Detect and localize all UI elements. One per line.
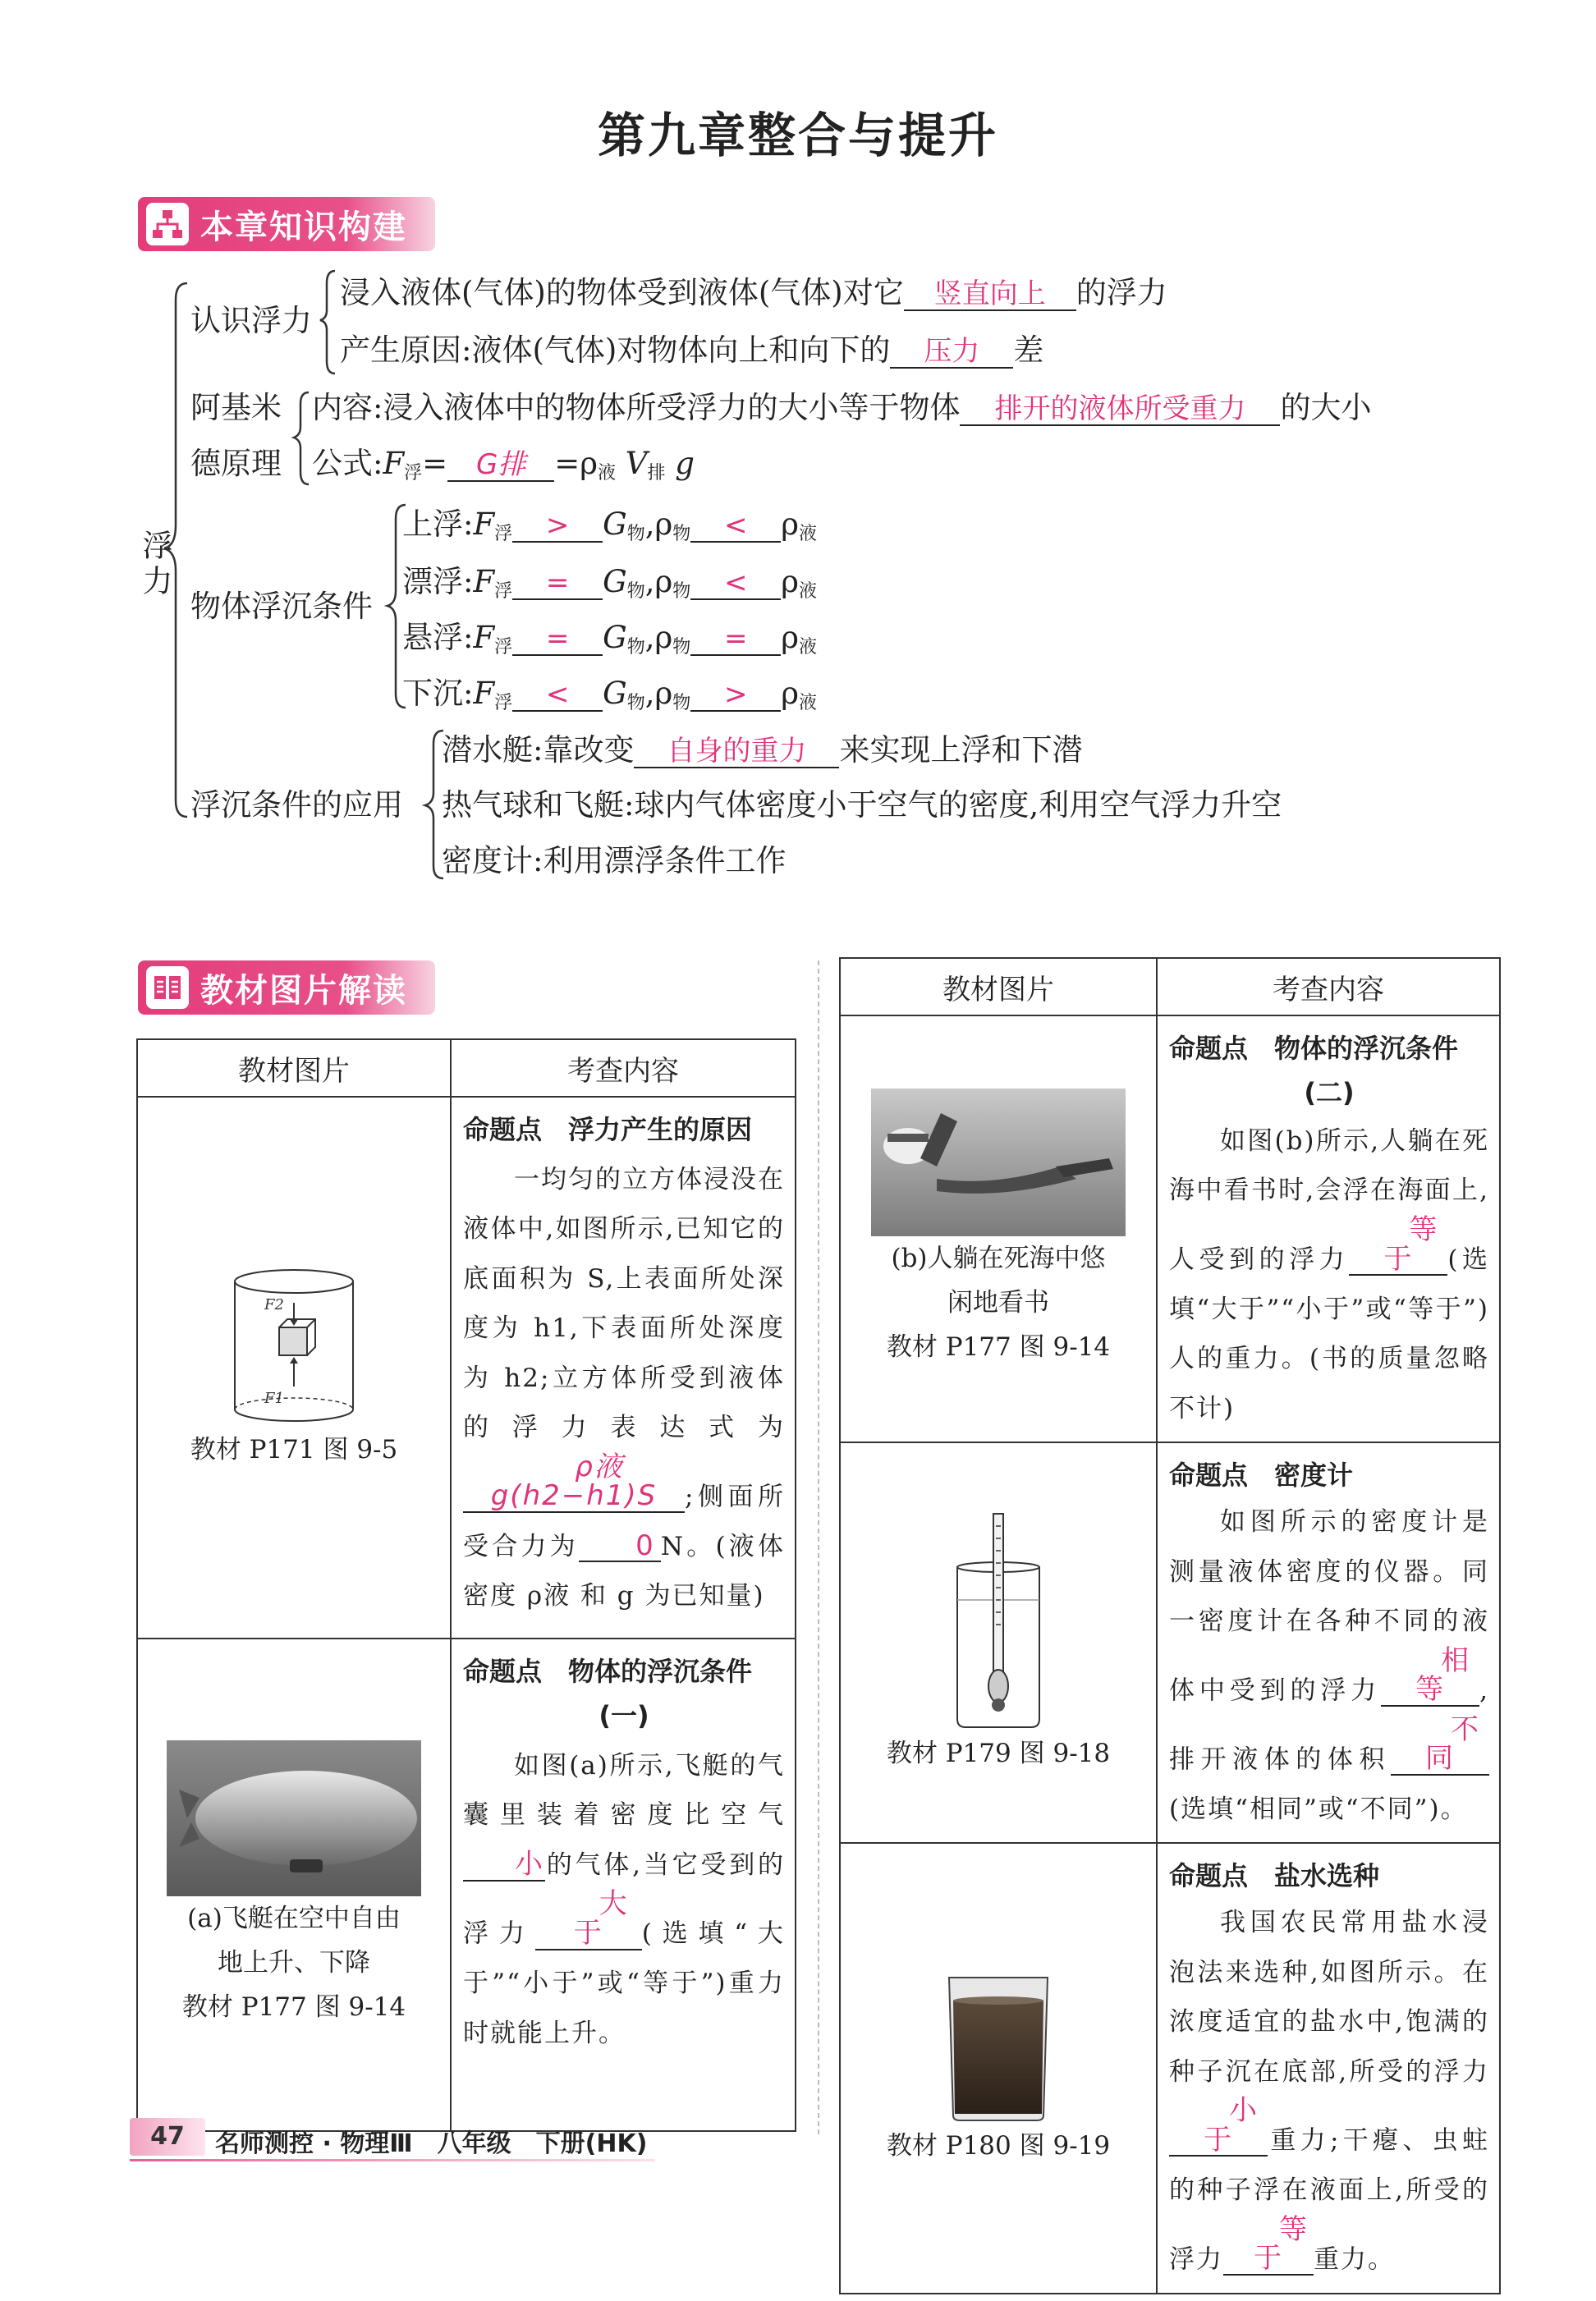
content-cell — [1157, 1015, 1500, 1442]
answer-blank: 自身的重力 — [634, 737, 839, 768]
table-row — [840, 1015, 1500, 1442]
figure-cell — [840, 1843, 1157, 2293]
condition-row: 上浮$:F_浮 > G_物,\rho_物 < \rho_液$ — [402, 506, 818, 544]
question-text: 我国农民常用盐水浸泡法来选种,如图所示。在浓度适宜的盐水中,饱满的种子沉在底部,所受的浮力小于 重力;干瘪、虫蛀的种子浮在液面上,所受的浮力等于 重力。 — [1169, 1908, 1489, 2276]
answer-blank: 0 — [579, 1532, 661, 1563]
answer-blank: = — [690, 625, 781, 656]
branch2-line1: 内容:浸入液体中的物体所受浮力的大小等于物体 排开的液体所受重力 的大小 — [312, 390, 1372, 425]
content-cell — [451, 1097, 796, 1639]
mindmap-root: 浮力 — [137, 529, 172, 600]
figure-caption: (b)人躺在死海中悠 — [891, 1243, 1106, 1273]
answer-blank: < — [512, 681, 603, 712]
branch-label-conditions: 物体浮沉条件 — [190, 589, 373, 624]
answer-blank: G排 — [447, 451, 554, 482]
condition-row: 悬浮$:F_浮 = G_物,\rho_物 = \rho_液$ — [402, 620, 818, 658]
figure-caption: 地上升、下降 — [218, 1947, 370, 1978]
cube-in-cylinder-figure — [228, 1263, 360, 1428]
table-row — [137, 1639, 796, 2131]
footer-text: 名师测控 · 物理Ⅲ 八年级 下册(HK) — [215, 2129, 648, 2158]
question-point: 命题点 物体的浮沉条件 — [463, 1656, 753, 1687]
question-text: 如图(a)所示,飞艇的气囊里装着密度比空气小的气体,当它受到的浮力大于 (选填“大于”“小于”或“等于”)重力时就能上升。 — [463, 1751, 785, 2048]
figure-caption: 教材 P177 图 9-14 — [886, 1332, 1111, 1363]
table-row — [137, 1097, 796, 1639]
table-row — [840, 1843, 1500, 2293]
column-header: 教材图片 — [137, 1039, 451, 1097]
branch4-line2: 热气球和飞艇:球内气体密度小于空气的密度,利用空气浮力升空 — [442, 787, 1282, 823]
section-banner-figures — [138, 960, 435, 1015]
answer-blank: 等于 — [1349, 1216, 1447, 1276]
column-divider — [818, 960, 819, 2134]
condition-row: 下沉$:F_浮 < G_物,\rho_物 > \rho_液$ — [402, 676, 818, 713]
content-cell — [1157, 1843, 1500, 2293]
answer-blank: 大于 — [535, 1890, 642, 1950]
figure-cell — [840, 1015, 1157, 1442]
answer-blank: 竖直向上 — [904, 280, 1076, 311]
figure-table-right — [839, 957, 1501, 2294]
branch-label-archimedes-a: 阿基米 — [190, 390, 282, 425]
section-title: 本章知识构建 — [200, 208, 407, 246]
answer-blank: ρ液 g(h2−h1)S — [463, 1453, 685, 1513]
branch-label-archimedes-b: 德原理 — [190, 446, 282, 481]
answer-blank: 相等 — [1381, 1647, 1479, 1707]
table-row — [840, 1442, 1500, 1843]
dead-sea-reading-photo — [871, 1089, 1126, 1236]
branch2-line2: 公式$:F_浮= G$排 $=\rho_液$ $V_排$ g — [312, 446, 695, 484]
branch4-line3: 密度计:利用漂浮条件工作 — [442, 843, 787, 878]
answer-blank: < — [690, 569, 781, 600]
figure-caption: 教材 P180 图 9-19 — [886, 2131, 1111, 2161]
answer-blank: 不同 — [1391, 1716, 1489, 1776]
answer-blank: 等于 — [1223, 2216, 1314, 2276]
hydrometer-figure — [937, 1510, 1060, 1731]
question-point: 命题点 物体的浮沉条件 — [1169, 1033, 1459, 1064]
figure-caption: (a)飞艇在空中自由 — [187, 1903, 401, 1933]
answer-blank: > — [512, 511, 603, 543]
question-text: 如图所示的密度计是测量液体密度的仪器。同一密度计在各种不同的液体中受到的浮力相等 ,排开液体的体积不同(选填“相同”或“不同”)。 — [1169, 1507, 1489, 1824]
figure-cell — [137, 1097, 451, 1639]
question-text: 如图(b)所示,人躺在死海中看书时,会浮在海面上,人受到的浮力等于 (选填“大于”“小于”或“等于”)人的重力。(书的质量忽略不计) — [1169, 1126, 1489, 1423]
column-header: 考查内容 — [1157, 958, 1500, 1015]
content-cell — [1157, 1442, 1500, 1843]
page-title: 第九章整合与提升 — [597, 108, 998, 163]
page-number: 47 — [130, 2118, 205, 2156]
answer-blank: < — [690, 511, 781, 543]
figure-table-left — [136, 1038, 796, 2132]
column-header: 考查内容 — [451, 1039, 796, 1097]
content-cell — [451, 1639, 796, 2131]
answer-blank: 排开的液体所受重力 — [960, 395, 1280, 426]
figure-caption: 闲地看书 — [947, 1288, 1049, 1318]
column-header: 教材图片 — [840, 958, 1157, 1015]
question-point: 命题点 盐水选种 — [1169, 1860, 1380, 1892]
question-point: 命题点 浮力产生的原因 — [463, 1114, 753, 1145]
airship-photo — [167, 1740, 421, 1896]
branch1-line1: 浸入液体(气体)的物体受到液体(气体)对它 竖直向上 的浮力 — [340, 275, 1167, 310]
figure-cell — [137, 1639, 451, 2131]
salt-water-seeds-photo — [937, 1968, 1060, 2124]
section-title: 教材图片解读 — [200, 971, 407, 1010]
condition-row: 漂浮$:F_浮 = G_物,\rho_物 < \rho_液$ — [402, 564, 818, 602]
force-label-bottom: F1 — [264, 1389, 284, 1407]
answer-blank: 压力 — [890, 337, 1013, 369]
answer-blank: = — [512, 625, 603, 656]
branch-label-recognize: 认识浮力 — [190, 303, 312, 338]
answer-blank: 小 — [463, 1850, 545, 1882]
figure-caption: 教材 P177 图 9-14 — [181, 1992, 406, 2023]
force-label-top: F2 — [264, 1295, 284, 1313]
book-icon — [146, 966, 189, 1009]
question-point-sub: (一) — [598, 1700, 649, 1731]
figure-cell — [840, 1442, 1157, 1843]
answer-blank: 小于 — [1169, 2097, 1268, 2157]
answer-blank: > — [690, 681, 781, 712]
branch1-line2: 产生原因:液体(气体)对物体向上和向下的 压力 差 — [340, 332, 1044, 368]
branch4-line1: 潜水艇:靠改变 自身的重力 来实现上浮和下潜 — [442, 732, 1083, 768]
question-point-sub: (二) — [1304, 1077, 1355, 1108]
footer-rule — [130, 2159, 655, 2161]
answer-blank: = — [512, 569, 603, 600]
question-point: 命题点 密度计 — [1169, 1460, 1354, 1492]
figure-caption: 教材 P179 图 9-18 — [886, 1739, 1111, 1769]
branch-label-application: 浮沉条件的应用 — [190, 787, 403, 823]
figure-caption: 教材 P171 图 9-5 — [190, 1434, 398, 1464]
question-text: 一均匀的立方体浸没在液体中,如图所示,已知它的底面积为 S,上表面所处深度为 h1,下表面所处深度为 h2;立方体所受到液体的浮力表达式为ρ液 g(h2−h1)S ;侧面所受合力为 0 N。(液体密度 ρ液 和 g 为已知量) — [463, 1165, 785, 1611]
